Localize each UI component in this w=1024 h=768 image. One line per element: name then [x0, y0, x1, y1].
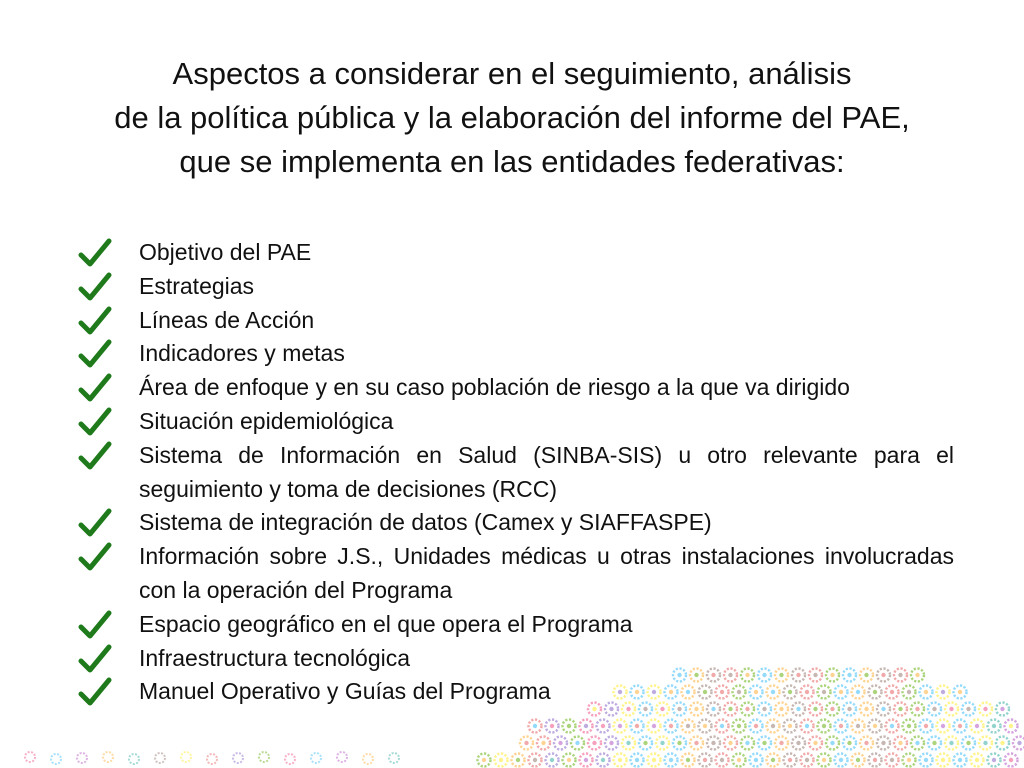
list-item-text: Sistema de Información en Salud (SINBA-SIS) u otro relevante para el seguimiento y toma de decisiones (RCC)	[139, 441, 954, 502]
list-item	[78, 608, 954, 642]
checkmark-icon	[78, 508, 112, 538]
checkmark-icon	[78, 644, 112, 674]
list-item-text: Estrategias	[139, 272, 255, 299]
title-line-3: que se implementa en las entidades federativas:	[179, 144, 845, 179]
list-item-text: Infraestructura tecnológica	[139, 644, 411, 671]
slide-title	[40, 52, 984, 184]
checkmark-icon	[78, 542, 112, 572]
checkmark-icon	[78, 238, 112, 268]
list-item-text: Manuel Operativo y Guías del Programa	[139, 678, 551, 705]
checkmark-icon	[78, 441, 112, 471]
list-item-text: Indicadores y metas	[139, 340, 345, 367]
checkmark-icon	[78, 373, 112, 403]
list-item	[78, 642, 954, 676]
list-item-text: Información sobre J.S., Unidades médicas u otras instalaciones involucradas con la operación del Programa	[139, 543, 954, 603]
checkmark-icon	[78, 339, 112, 369]
list-item-text: Área de enfoque y en su caso población de riesgo a la que va dirigido	[139, 374, 850, 401]
list-item	[78, 236, 954, 270]
list-item	[78, 371, 954, 405]
checkmark-icon	[78, 306, 112, 336]
title-line-2: de la política pública y la elaboración del informe del PAE,	[114, 100, 910, 135]
checkmark-icon	[78, 610, 112, 640]
checkmark-icon	[78, 677, 112, 707]
list-item	[78, 270, 954, 304]
list-item	[78, 337, 954, 371]
list-item-text: Espacio geográfico en el que opera el Programa	[139, 610, 633, 637]
list-item	[78, 439, 954, 507]
list-item	[78, 675, 954, 709]
list-item-text: Sistema de integración de datos (Camex y SIAFFASPE)	[139, 509, 712, 536]
list-item	[78, 405, 954, 439]
list-item	[78, 540, 954, 608]
checkmark-icon	[78, 272, 112, 302]
title-line-1: Aspectos a considerar en el seguimiento, análisis	[172, 56, 852, 91]
list-item	[78, 304, 954, 338]
checklist	[78, 236, 954, 709]
list-item-text: Objetivo del PAE	[139, 239, 312, 265]
checkmark-icon	[78, 407, 112, 437]
list-item	[78, 506, 954, 540]
list-item-text: Situación epidemiológica	[139, 407, 394, 434]
list-item-text: Líneas de Acción	[139, 306, 315, 333]
